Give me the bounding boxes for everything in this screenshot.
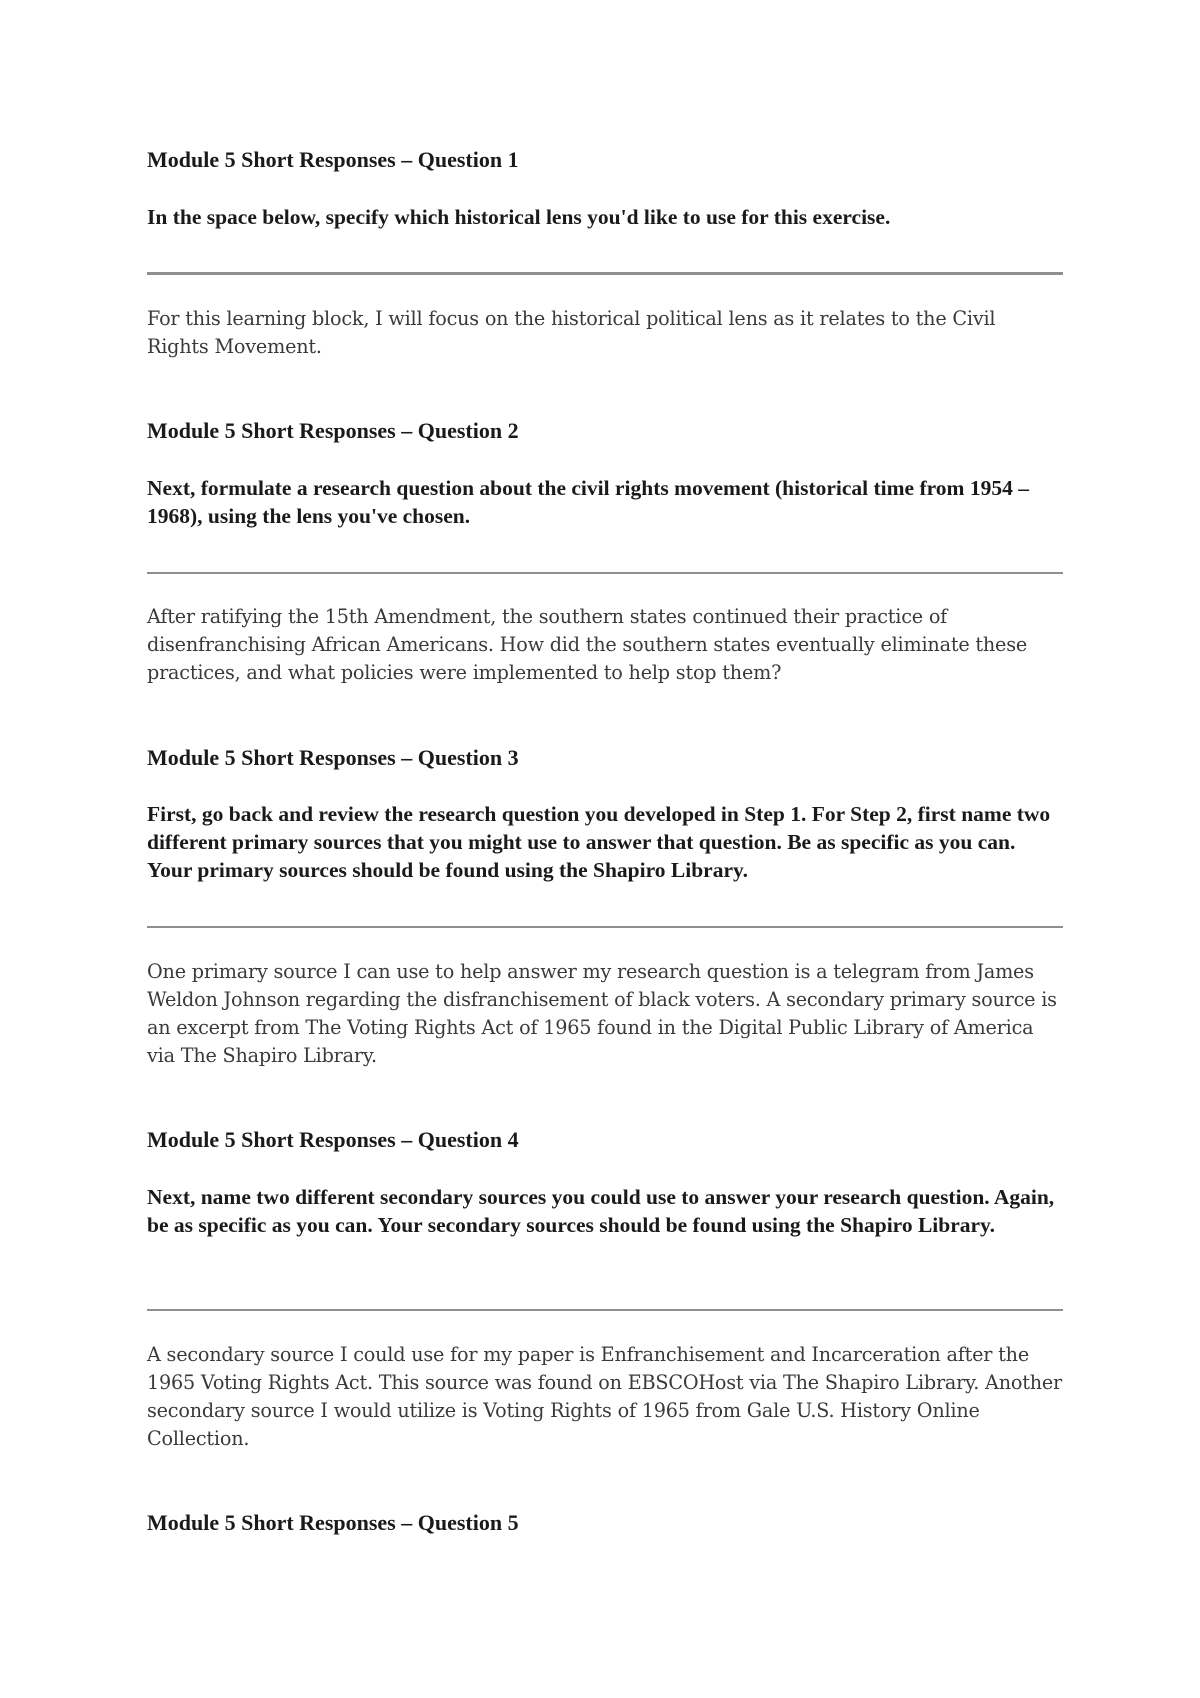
question-1-prompt: In the space below, specify which historical lens you'd like to use for this exercise. — [147, 205, 891, 229]
question-1-divider — [147, 272, 1063, 275]
question-4-prompt: Next, name two different secondary sources you could use to answer your research question. Again, be as specific as you can. Your secondary sources should be found using the Shapiro Library. — [147, 1185, 1055, 1237]
question-2-heading: Module 5 Short Responses – Question 2 — [147, 418, 519, 443]
question-1-answer: For this learning block, I will focus on the historical political lens as it relates to the Civil Rights Movement. — [147, 307, 996, 358]
question-3-prompt: First, go back and review the research question you developed in Step 1. For Step 2, first name two different primary sources that you might use to answer that question. Be as specific as you can. Your primary sources should be found using the Shapiro Library. — [147, 802, 1051, 882]
question-3-answer: One primary source I can use to help answer my research question is a telegram from James Weldon Johnson regarding the disfranchisement of black voters. A secondary primary source is an excerpt from The Voting Rights Act of 1965 found in the Digital Public Library of America via The Shapiro Library. — [147, 960, 1057, 1067]
question-1-heading: Module 5 Short Responses – Question 1 — [147, 147, 519, 172]
question-2-divider — [147, 572, 1063, 574]
question-3-heading: Module 5 Short Responses – Question 3 — [147, 745, 519, 770]
question-3-divider — [147, 926, 1063, 928]
question-4-heading: Module 5 Short Responses – Question 4 — [147, 1127, 519, 1152]
question-4-divider — [147, 1309, 1063, 1311]
question-2-prompt: Next, formulate a research question about the civil rights movement (historical time from 1954 – 1968), using the lens you've chosen. — [147, 476, 1029, 528]
question-2-answer: After ratifying the 15th Amendment, the southern states continued their practice of disenfranchising African Americans. How did the southern states eventually eliminate these practices, and what policies were implemented to help stop them? — [147, 605, 1028, 684]
question-4-answer: A secondary source I could use for my paper is Enfranchisement and Incarceration after the 1965 Voting Rights Act. This source was found on EBSCOHost via The Shapiro Library. Another secondary source I would utilize is Voting Rights of 1965 from Gale U.S. History Online Collection. — [147, 1343, 1062, 1450]
question-5-heading: Module 5 Short Responses – Question 5 — [147, 1510, 519, 1535]
